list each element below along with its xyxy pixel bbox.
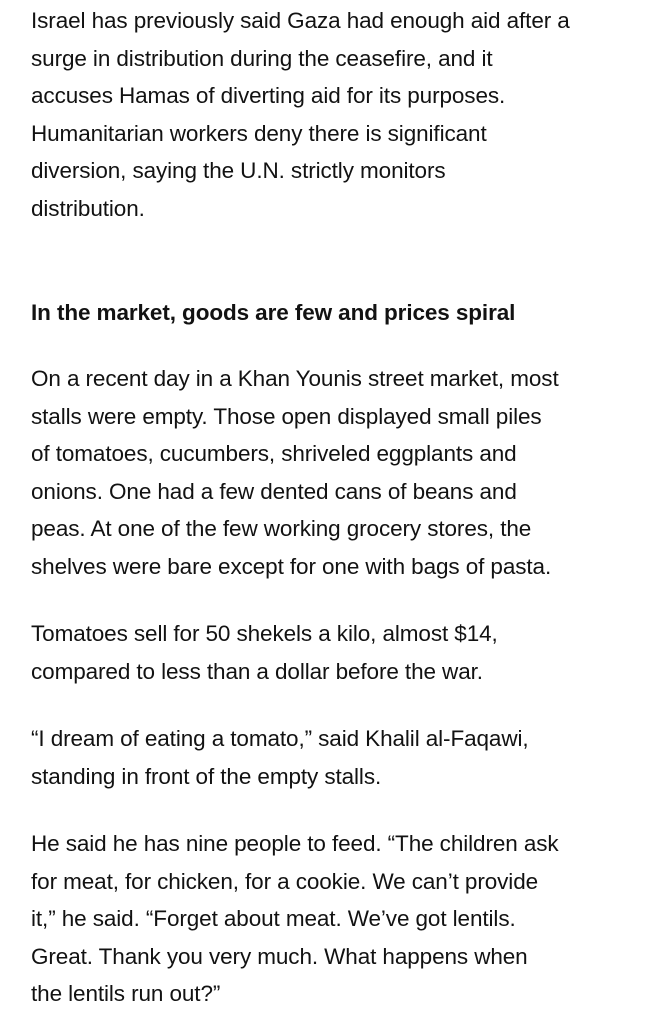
- text-line: for meat, for chicken, for a cookie. We can’t provide: [31, 868, 539, 894]
- text-line: standing in front of the empty stalls.: [31, 763, 382, 789]
- text-line: Humanitarian workers deny there is significant: [31, 120, 487, 146]
- paragraph-market: [31, 360, 559, 585]
- paragraph-quote-tomato: [31, 720, 529, 795]
- paragraph-aid-diversion: [31, 2, 570, 227]
- text-line: diversion, saying the U.N. strictly monitors: [31, 158, 446, 183]
- text-line: the lentils run out?”: [31, 981, 221, 1006]
- text-line: it,” he said. “Forget about meat. We’ve got lentils.: [31, 906, 516, 931]
- text-line: Israel has previously said Gaza had enough aid after a: [31, 8, 570, 33]
- text-line: On a recent day in a Khan Younis street market, most: [31, 366, 559, 391]
- text-line: onions. One had a few dented cans of beans and: [31, 478, 517, 504]
- text-line: He said he has nine people to feed. “The children ask: [31, 831, 559, 856]
- text-line: surge in distribution during the ceasefire, and it: [31, 45, 493, 71]
- text-line: peas. At one of the few working grocery stores, the: [31, 516, 532, 541]
- text-line: accuses Hamas of diverting aid for its purposes.: [31, 83, 506, 108]
- text-line: compared to less than a dollar before the war.: [31, 658, 483, 684]
- text-line: “I dream of eating a tomato,” said Khalil al-Faqawi,: [31, 726, 529, 751]
- text-line: of tomatoes, cucumbers, shriveled eggplants and: [31, 441, 517, 466]
- text-line: stalls were empty. Those open displayed small piles: [31, 403, 542, 429]
- paragraph-tomato-prices: [31, 615, 498, 690]
- section-heading: In the market, goods are few and prices spiral: [31, 300, 516, 325]
- text-line: Tomatoes sell for 50 shekels a kilo, almost $14,: [31, 621, 498, 646]
- paragraph-quote-lentils: [31, 825, 559, 1013]
- text-line: distribution.: [31, 195, 145, 221]
- text-line: shelves were bare except for one with bags of pasta.: [31, 553, 552, 579]
- text-line: Great. Thank you very much. What happens when: [31, 943, 528, 969]
